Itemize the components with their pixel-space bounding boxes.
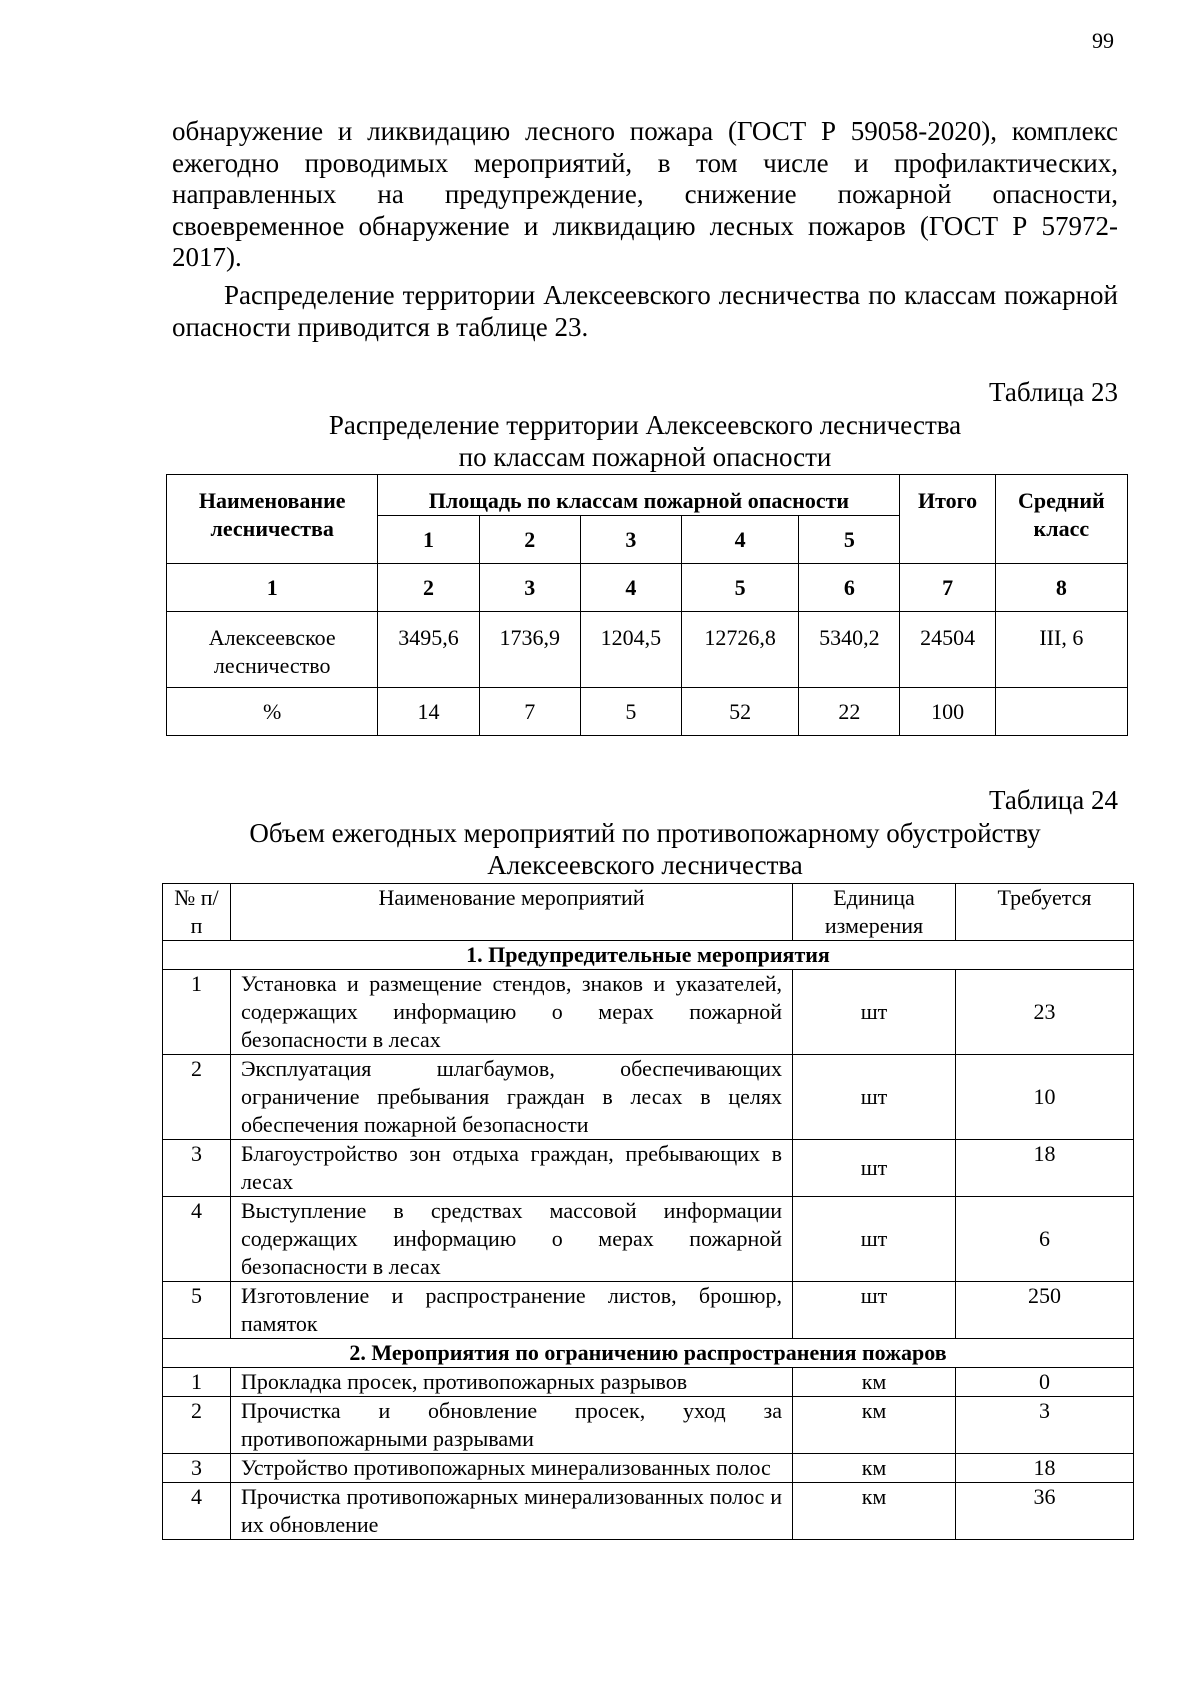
total-cell: 100	[900, 688, 995, 736]
column-number-row	[167, 564, 1128, 612]
required-cell: 23	[956, 970, 1134, 1055]
table-row	[163, 1282, 1134, 1339]
table-24-number: Таблица 24	[989, 785, 1118, 815]
value-cell: 14	[378, 688, 479, 736]
section-title: 2. Мероприятия по ограничению распространения пожаров	[163, 1339, 1134, 1368]
table-24-title-line-2: Алексеевского лесничества	[487, 850, 803, 880]
measure-name-cell: Прочистка и обновление просек, уход за противопожарными разрывами	[231, 1397, 793, 1454]
header-class: 2	[479, 516, 580, 564]
required-cell: 10	[956, 1055, 1134, 1140]
required-cell: 3	[956, 1397, 1134, 1454]
value-cell: 3495,6	[378, 612, 479, 688]
value-cell: 5340,2	[799, 612, 900, 688]
row-number-cell: 3	[163, 1454, 231, 1483]
unit-cell: шт	[793, 1055, 956, 1140]
header-class: 3	[580, 516, 681, 564]
table-row	[163, 1368, 1134, 1397]
table-row	[163, 1055, 1134, 1140]
unit-cell: км	[793, 1368, 956, 1397]
unit-cell: км	[793, 1397, 956, 1454]
header-class: 5	[799, 516, 900, 564]
row-number-cell: 4	[163, 1197, 231, 1282]
column-number: 2	[378, 564, 479, 612]
column-number: 8	[995, 564, 1127, 612]
forestry-name-cell: Алексеевское лесничество	[167, 612, 378, 688]
header-required: Требуется	[956, 884, 1134, 941]
body-paragraph: Распределение территории Алексеевского лесничества по классам пожарной опасности приводится в таблице 23.	[172, 280, 1118, 342]
measure-name-cell: Выступление в средствах массовой информации содержащих информацию о мерах пожарной безопасности в лесах	[231, 1197, 793, 1282]
measure-name-cell: Прочистка противопожарных минерализованных полос и их обновление	[231, 1483, 793, 1540]
table-row	[163, 1140, 1134, 1197]
header-measure-name: Наименование мероприятий	[231, 884, 793, 941]
table-row	[163, 1397, 1134, 1454]
section-row	[163, 941, 1134, 970]
page-number: 99	[1092, 28, 1114, 53]
fire-prevention-measures-table	[162, 883, 1134, 1540]
fire-class-distribution-table	[166, 474, 1128, 736]
value-cell: 7	[479, 688, 580, 736]
percent-label-cell: %	[167, 688, 378, 736]
column-number: 6	[799, 564, 900, 612]
value-cell: 1204,5	[580, 612, 681, 688]
row-number-cell: 1	[163, 970, 231, 1055]
table-23-title	[150, 409, 1140, 473]
row-number-cell: 2	[163, 1055, 231, 1140]
measure-name-cell: Установка и размещение стендов, знаков и указателей, содержащих информацию о мерах пожарной безопасности в лесах	[231, 970, 793, 1055]
header-row-number: № п/п	[163, 884, 231, 941]
column-number: 3	[479, 564, 580, 612]
row-number-cell: 2	[163, 1397, 231, 1454]
header-class: 4	[682, 516, 799, 564]
required-cell: 0	[956, 1368, 1134, 1397]
unit-cell: шт	[793, 1197, 956, 1282]
unit-cell: шт	[793, 970, 956, 1055]
table-24-title-line-1: Объем ежегодных мероприятий по противопожарному обустройству	[249, 818, 1041, 848]
measure-name-cell: Эксплуатация шлагбаумов, обеспечивающих ограничение пребывания граждан в лесах в целях обеспечения пожарной безопасности	[231, 1055, 793, 1140]
required-cell: 36	[956, 1483, 1134, 1540]
required-cell: 250	[956, 1282, 1134, 1339]
column-number: 4	[580, 564, 681, 612]
unit-cell: шт	[793, 1282, 956, 1339]
value-cell: 5	[580, 688, 681, 736]
header-forestry-name: Наименование лесничества	[167, 475, 378, 564]
table-23-title-line-1: Распределение территории Алексеевского лесничества	[328, 410, 962, 440]
measure-name-cell: Прокладка просек, противопожарных разрывов	[231, 1368, 793, 1397]
table-23-number: Таблица 23	[989, 377, 1118, 407]
table-header-row	[163, 884, 1134, 941]
table-row	[163, 1197, 1134, 1282]
column-number: 1	[167, 564, 378, 612]
required-cell: 6	[956, 1197, 1134, 1282]
row-number-cell: 5	[163, 1282, 231, 1339]
required-cell: 18	[956, 1140, 1134, 1197]
table-23-title-line-2: по классам пожарной опасности	[458, 442, 832, 472]
header-unit: Единица измерения	[793, 884, 956, 941]
header-area-by-class: Площадь по классам пожарной опасности	[378, 475, 900, 516]
measure-name-cell: Изготовление и распространение листов, брошюр, памяток	[231, 1282, 793, 1339]
row-number-cell: 4	[163, 1483, 231, 1540]
total-cell: 24504	[900, 612, 995, 688]
unit-cell: шт	[793, 1140, 956, 1197]
column-number: 5	[682, 564, 799, 612]
value-cell: 1736,9	[479, 612, 580, 688]
value-cell: 52	[682, 688, 799, 736]
measure-name-cell: Устройство противопожарных минерализованных полос	[231, 1454, 793, 1483]
value-cell: 12726,8	[682, 612, 799, 688]
unit-cell: км	[793, 1454, 956, 1483]
header-total: Итого	[900, 475, 995, 564]
table-row	[167, 688, 1128, 736]
table-row	[163, 1454, 1134, 1483]
unit-cell: км	[793, 1483, 956, 1540]
column-number: 7	[900, 564, 995, 612]
header-class: 1	[378, 516, 479, 564]
body-paragraph: обнаружение и ликвидацию лесного пожара (ГОСТ Р 59058-2020), комплекс ежегодно проводимых мероприятий, в том числе и профилактических, направленных на предупреждение, снижение пожарной опасности, своевременное обнаружение и ликвидацию лесных пожаров (ГОСТ Р 57972-2017).	[172, 116, 1118, 272]
table-row	[163, 1483, 1134, 1540]
required-cell: 18	[956, 1454, 1134, 1483]
section-title: 1. Предупредительные мероприятия	[163, 941, 1134, 970]
table-row	[163, 970, 1134, 1055]
row-number-cell: 3	[163, 1140, 231, 1197]
section-row	[163, 1339, 1134, 1368]
average-class-cell: III, 6	[995, 612, 1127, 688]
row-number-cell: 1	[163, 1368, 231, 1397]
header-average-class: Средний класс	[995, 475, 1127, 564]
average-class-cell	[995, 688, 1127, 736]
measure-name-cell: Благоустройство зон отдыха граждан, пребывающих в лесах	[231, 1140, 793, 1197]
value-cell: 22	[799, 688, 900, 736]
table-row	[167, 612, 1128, 688]
table-24-title	[150, 817, 1140, 881]
